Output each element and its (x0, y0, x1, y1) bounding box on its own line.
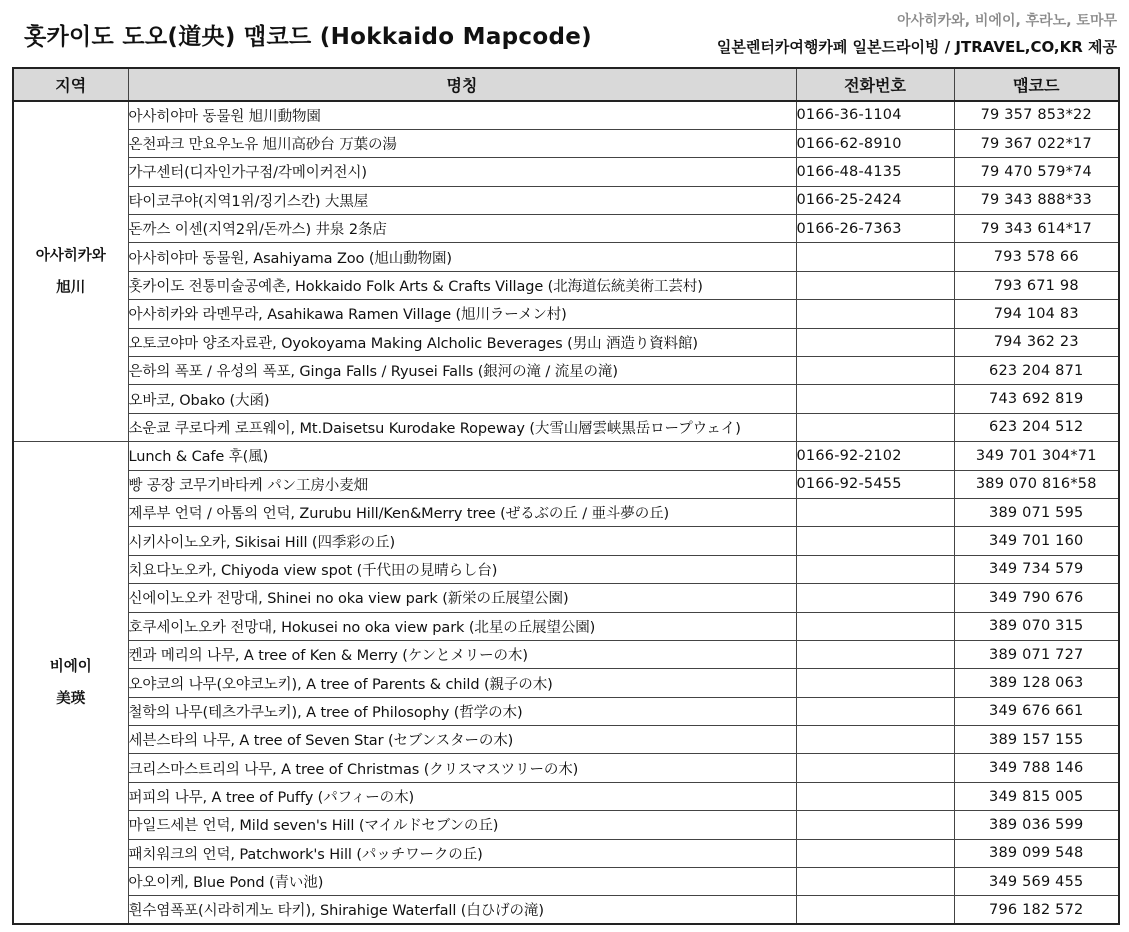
phone-cell (796, 669, 954, 697)
table-row (13, 300, 1119, 328)
table-row (13, 158, 1119, 186)
place-name-cell: 온천파크 만요우노유 旭川高砂台 万葉の湯 (128, 129, 796, 157)
table-row (13, 726, 1119, 754)
phone-cell: 0166-62-8910 (796, 129, 954, 157)
mapcode-cell: 79 367 022*17 (954, 129, 1119, 157)
phone-cell: 0166-26-7363 (796, 215, 954, 243)
table-row (13, 868, 1119, 896)
place-name-cell: 철학의 나무(테츠가쿠노키), A tree of Philosophy (哲学の木) (128, 697, 796, 725)
table-row (13, 584, 1119, 612)
table-body (13, 101, 1119, 924)
table-row (13, 498, 1119, 526)
table-row (13, 328, 1119, 356)
table-row (13, 612, 1119, 640)
place-name-cell: 오바코, Obako (大函) (128, 385, 796, 413)
phone-cell (796, 271, 954, 299)
mapcode-cell: 349 676 661 (954, 697, 1119, 725)
mapcode-cell: 793 578 66 (954, 243, 1119, 271)
phone-cell (796, 300, 954, 328)
table-row (13, 896, 1119, 924)
table-row (13, 470, 1119, 498)
mapcode-cell: 349 569 455 (954, 868, 1119, 896)
table-row (13, 811, 1119, 839)
table-row (13, 754, 1119, 782)
place-name-cell: 소운쿄 쿠로다케 로프웨이, Mt.Daisetsu Kurodake Ropeway (大雪山層雲峡黒岳ロープウェイ) (128, 413, 796, 441)
table-row (13, 442, 1119, 470)
place-name-cell: 아사히카와 라멘무라, Asahikawa Ramen Village (旭川ラーメン村) (128, 300, 796, 328)
mapcode-cell: 793 671 98 (954, 271, 1119, 299)
phone-cell (796, 612, 954, 640)
phone-cell (796, 413, 954, 441)
phone-cell (796, 868, 954, 896)
region-label: 아사히카와 (35, 247, 106, 264)
table-row (13, 555, 1119, 583)
phone-cell (796, 640, 954, 668)
header-phone: 전화번호 (796, 68, 954, 101)
place-name-cell: 패치워크의 언덕, Patchwork's Hill (パッチワークの丘) (128, 839, 796, 867)
table-row (13, 385, 1119, 413)
phone-cell: 0166-36-1104 (796, 101, 954, 129)
place-name-cell: 은하의 폭포 / 유성의 폭포, Ginga Falls / Ryusei Falls (銀河の滝 / 流星の滝) (128, 357, 796, 385)
place-name-cell: 오야코의 나무(오야코노키), A tree of Parents & child (親子の木) (128, 669, 796, 697)
table-row (13, 413, 1119, 441)
mapcode-cell: 349 788 146 (954, 754, 1119, 782)
mapcode-cell: 389 157 155 (954, 726, 1119, 754)
phone-cell (796, 839, 954, 867)
phone-cell: 0166-48-4135 (796, 158, 954, 186)
table-row (13, 129, 1119, 157)
mapcode-cell: 794 104 83 (954, 300, 1119, 328)
mapcode-cell: 796 182 572 (954, 896, 1119, 924)
mapcode-cell: 389 128 063 (954, 669, 1119, 697)
table-row (13, 243, 1119, 271)
phone-cell (796, 385, 954, 413)
mapcode-cell: 623 204 871 (954, 357, 1119, 385)
table-row (13, 186, 1119, 214)
table-header-row (13, 68, 1119, 101)
region-label: 旭川 (56, 279, 86, 296)
table-row (13, 697, 1119, 725)
mapcode-cell: 743 692 819 (954, 385, 1119, 413)
place-name-cell: 아오이케, Blue Pond (青い池) (128, 868, 796, 896)
mapcode-cell: 79 357 853*22 (954, 101, 1119, 129)
region-label: 美瑛 (56, 690, 86, 707)
place-name-cell: 치요다노오카, Chiyoda view spot (千代田の見晴らし台) (128, 555, 796, 583)
phone-cell (796, 555, 954, 583)
mapcode-cell: 389 071 727 (954, 640, 1119, 668)
phone-cell (796, 782, 954, 810)
table-row (13, 357, 1119, 385)
place-name-cell: 퍼피의 나무, A tree of Puffy (パフィーの木) (128, 782, 796, 810)
table-row (13, 527, 1119, 555)
region-cell (13, 101, 128, 442)
table-row (13, 782, 1119, 810)
phone-cell (796, 584, 954, 612)
mapcode-cell: 349 790 676 (954, 584, 1119, 612)
phone-cell (796, 896, 954, 924)
place-name-cell: 켄과 메리의 나무, A tree of Ken & Merry (ケンとメリーの木) (128, 640, 796, 668)
region-label: 비에이 (49, 658, 92, 675)
table-row (13, 669, 1119, 697)
place-name-cell: 아사히야마 동물원 旭川動物園 (128, 101, 796, 129)
table-row (13, 271, 1119, 299)
mapcode-cell: 389 036 599 (954, 811, 1119, 839)
mapcode-cell: 79 343 888*33 (954, 186, 1119, 214)
table-row (13, 101, 1119, 129)
phone-cell: 0166-92-5455 (796, 470, 954, 498)
region-list-subtitle: 아사히카와, 비에이, 후라노, 토마무 (897, 13, 1117, 29)
place-name-cell: 흰수염폭포(시라히게노 타키), Shirahige Waterfall (白ひげの滝) (128, 896, 796, 924)
mapcode-cell: 389 099 548 (954, 839, 1119, 867)
header-mapcode: 맵코드 (954, 68, 1119, 101)
place-name-cell: 신에이노오카 전망대, Shinei no oka view park (新栄の丘展望公園) (128, 584, 796, 612)
mapcode-cell: 389 070 816*58 (954, 470, 1119, 498)
phone-cell (796, 754, 954, 782)
place-name-cell: Lunch & Cafe 후(風) (128, 442, 796, 470)
page-title: 홋카이도 도오(道央) 맵코드 (Hokkaido Mapcode) (24, 24, 592, 50)
region-cell (13, 442, 128, 925)
mapcode-cell: 389 071 595 (954, 498, 1119, 526)
mapcode-cell: 349 701 160 (954, 527, 1119, 555)
phone-cell (796, 811, 954, 839)
mapcode-cell: 349 815 005 (954, 782, 1119, 810)
phone-cell (796, 243, 954, 271)
header-region: 지역 (13, 68, 128, 101)
mapcode-cell: 794 362 23 (954, 328, 1119, 356)
place-name-cell: 마일드세븐 언덕, Mild seven's Hill (マイルドセブンの丘) (128, 811, 796, 839)
place-name-cell: 오토코야마 양조자료관, Oyokoyama Making Alcholic Beverages (男山 酒造り資料館) (128, 328, 796, 356)
mapcode-table (12, 67, 1120, 925)
phone-cell: 0166-25-2424 (796, 186, 954, 214)
mapcode-cell: 349 734 579 (954, 555, 1119, 583)
place-name-cell: 크리스마스트리의 나무, A tree of Christmas (クリスマスツリーの木) (128, 754, 796, 782)
place-name-cell: 호쿠세이노오카 전망대, Hokusei no oka view park (北星の丘展望公園) (128, 612, 796, 640)
place-name-cell: 빵 공장 코무기바타케 パン工房小麦畑 (128, 470, 796, 498)
place-name-cell: 시키사이노오카, Sikisai Hill (四季彩の丘) (128, 527, 796, 555)
phone-cell (796, 357, 954, 385)
table-row (13, 839, 1119, 867)
place-name-cell: 아사히야마 동물원, Asahiyama Zoo (旭山動物園) (128, 243, 796, 271)
mapcode-cell: 623 204 512 (954, 413, 1119, 441)
phone-cell (796, 328, 954, 356)
phone-cell (796, 498, 954, 526)
place-name-cell: 세븐스타의 나무, A tree of Seven Star (セブンスターの木) (128, 726, 796, 754)
place-name-cell: 홋카이도 전통미술공예촌, Hokkaido Folk Arts & Crafts Village (北海道伝統美術工芸村) (128, 271, 796, 299)
mapcode-cell: 389 070 315 (954, 612, 1119, 640)
header-name: 명칭 (128, 68, 796, 101)
table-row (13, 215, 1119, 243)
phone-cell (796, 697, 954, 725)
source-credit: 일본렌터카여행카페 일본드라이빙 / JTRAVEL,CO,KR 제공 (716, 38, 1117, 56)
mapcode-cell: 79 343 614*17 (954, 215, 1119, 243)
table-row (13, 640, 1119, 668)
mapcode-cell: 349 701 304*71 (954, 442, 1119, 470)
phone-cell (796, 527, 954, 555)
place-name-cell: 가구센터(디자인가구점/각메이커전시) (128, 158, 796, 186)
phone-cell: 0166-92-2102 (796, 442, 954, 470)
mapcode-cell: 79 470 579*74 (954, 158, 1119, 186)
phone-cell (796, 726, 954, 754)
place-name-cell: 타이코쿠야(지역1위/징기스칸) 大黒屋 (128, 186, 796, 214)
place-name-cell: 돈까스 이센(지역2위/돈까스) 井泉 2条店 (128, 215, 796, 243)
place-name-cell: 제루부 언덕 / 아톰의 언덕, Zurubu Hill/Ken&Merry tree (ぜるぶの丘 / 亜斗夢の丘) (128, 498, 796, 526)
